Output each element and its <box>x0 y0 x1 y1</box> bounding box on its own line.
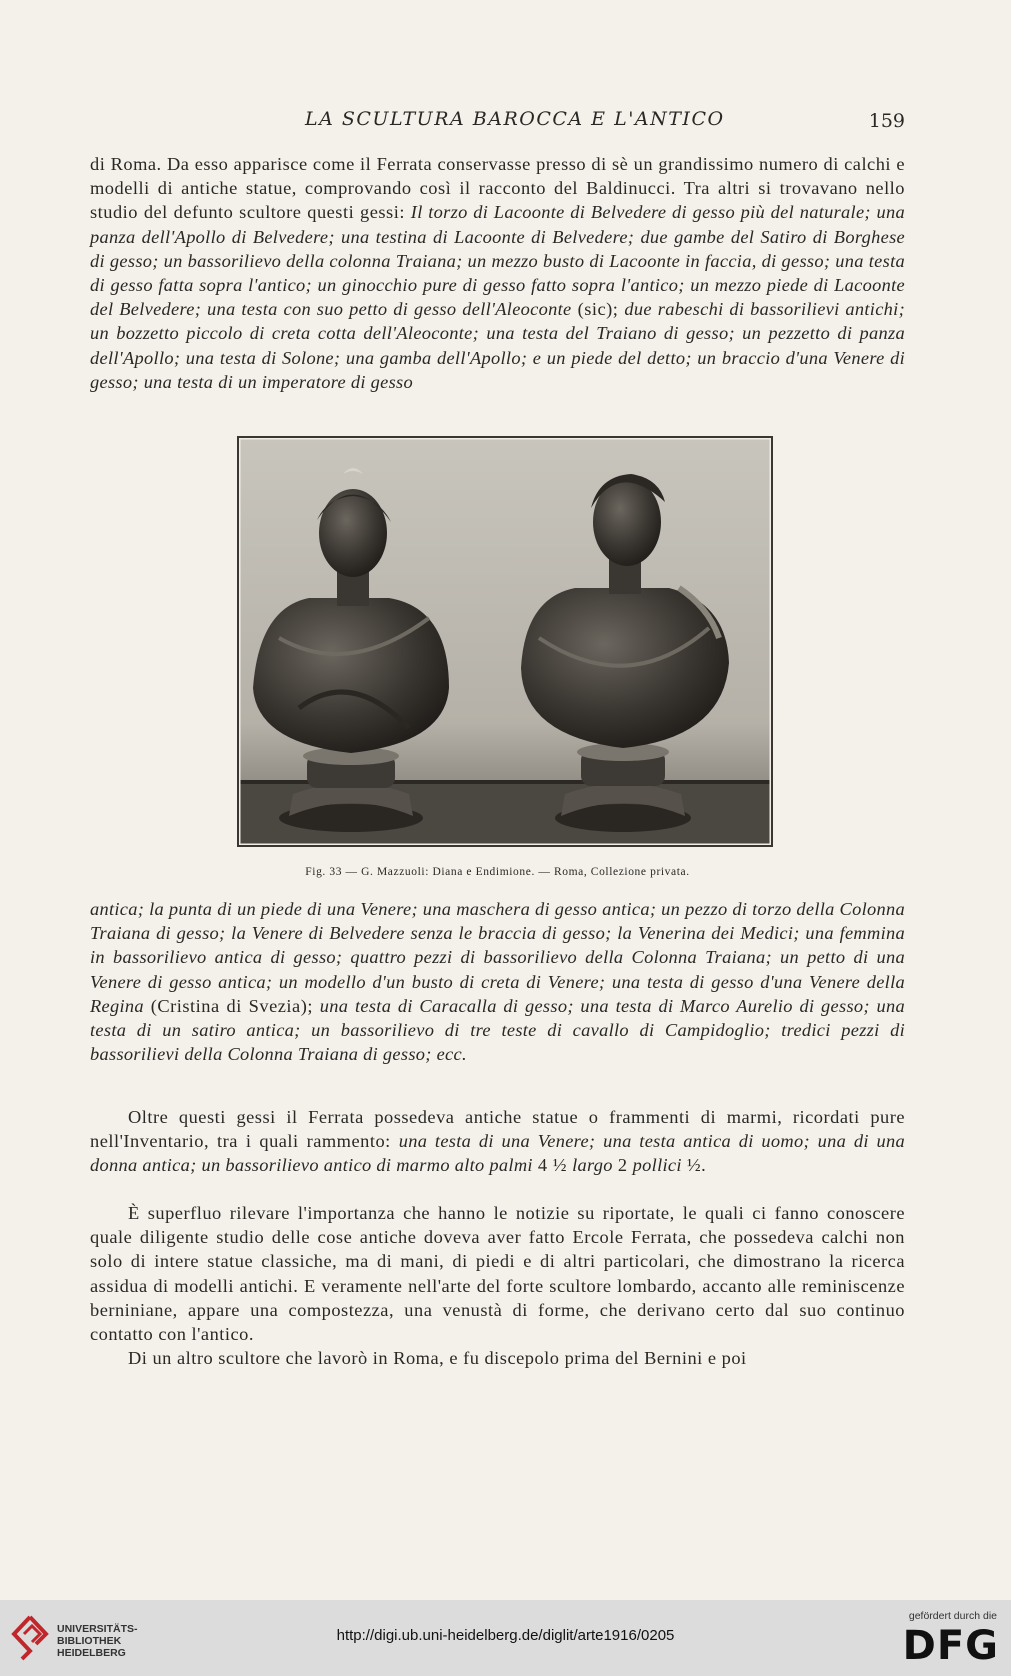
text-run: (Cristina di Svezia); <box>143 995 320 1016</box>
text-run: Di un altro scultore che lavorò in Roma, e fu discepolo prima del Bernini e poi <box>128 1348 747 1368</box>
permalink-url[interactable]: http://digi.ub.uni-heidelberg.de/diglit/arte1916/0205 <box>336 1627 675 1644</box>
italic-text-run: largo <box>572 1155 613 1176</box>
text-run: (sic); <box>571 299 625 320</box>
viewer-footer <box>0 1600 1011 1676</box>
paragraph-5 <box>90 1346 905 1370</box>
paragraph-4 <box>90 1201 905 1346</box>
text-run: Oltre questi gessi il Ferrata possedeva antiche statue o frammenti di marmi, ricordati pure nell'Inventario, tra i quali rammento: <box>90 1107 905 1152</box>
italic-text-run: antica; la punta di un piede di una Venere; una maschera di gesso antica; un pezzo di torzo della Colonna Traiana di gesso; la Venere di Belvedere senza le braccia di gesso; la Venerina dei Medici; una femmina in bassorilievo antica di gesso; quattro pezzi di bassorilievo della Colonna Traiana; un petto di una Venere di gesso antica; un modello d'un busto di creta di Venere; una testa di gesso d'una Venere della Regina <box>90 899 905 1016</box>
italic-text-run: Il torzo di Lacoonte di Belvedere di gesso più del naturale; una panza dell'Apollo di Belvedere; una testina di Lacoonte di Belvedere; due gambe del Satiro di Borghese di gesso; un bassorilievo della colonna Traiana; un mezzo busto di Lacoonte in faccia, di gesso; una testa di gesso fatta sopra l'antico; un ginocchio pure di gesso fatto sopra l'antico; un mezzo piede di Lacoonte del Belvedere; una testa con suo petto di gesso dell'Aleoconte <box>90 202 905 320</box>
italic-text-run: pollici <box>632 1155 682 1176</box>
text-run: di Roma. Da esso apparisce come il Ferrata conservasse presso di sè un grandissimo numero di calchi e modelli di antiche statue, comprovando così il racconto del Baldinucci. Tra altri si trovavano nello studio del defunto scultore questi gessi: <box>90 154 905 223</box>
library-name[interactable]: UNIVERSITÄTS- BIBLIOTHEK HEIDELBERG <box>57 1623 138 1659</box>
dfg-logo[interactable]: DFG <box>902 1623 999 1669</box>
text-run: 4 ½ <box>532 1155 573 1176</box>
text-run: ½. <box>681 1155 707 1176</box>
funder-text: gefördert durch die <box>908 1610 997 1622</box>
italic-text-run: una testa di una Venere; una testa antica di uomo; una di una donna antica; un bassorilievo antico di marmo alto palmi <box>90 1131 906 1176</box>
text-run: 2 <box>612 1155 633 1176</box>
busts-photo-illustration <box>239 438 771 845</box>
text-run: È superfluo rilevare l'importanza che hanno le notizie su riportate, le quali ci fanno conoscere quale diligente studio delle cose antiche doveva aver fatto Ercole Ferrata, che possedeva calchi non solo di intere statue classiche, ma di mani, di piedi e di altri particolari, che dimostrano la ricerca assidua di modelli antichi. E veramente nell'arte del forte scultore lombardo, accanto alle reminiscenze berniniane, appare una compostezza, una venustà di forme, che derivano certo dal suo continuo contatto con l'antico. <box>90 1203 905 1345</box>
italic-text-run: una testa di Caracalla di gesso; una testa di Marco Aurelio di gesso; una testa di un satiro antica; un bassorilievo di tre teste di cavallo di Campidoglio; tredici pezzi di bassorilievi della Colonna Traiana di gesso; ecc. <box>90 995 905 1065</box>
italic-text-run: due rabeschi di bassorilievi antichi; un bozzetto piccolo di creta cotta dell'Aleoconte; una testa del Traiano di gesso; un pezzetto di panza dell'Apollo; una testa di Solone; una gamba dell'Apollo; e un piede del detto; un braccio d'una Venere di gesso; una testa di un imperatore di gesso <box>90 299 905 392</box>
paragraph-1 <box>90 152 905 394</box>
page-number: 159 <box>868 110 905 132</box>
figure-caption: Fig. 33 — G. Mazzuoli: Diana e Endimione. — Roma, Collezione privata. <box>305 866 690 878</box>
figure-photograph <box>237 436 773 847</box>
running-title: LA SCULTURA BAROCCA E L'ANTICO <box>305 108 725 130</box>
paragraph-3 <box>90 1105 905 1178</box>
page-header <box>90 108 905 138</box>
paragraph-2 <box>90 897 905 1066</box>
